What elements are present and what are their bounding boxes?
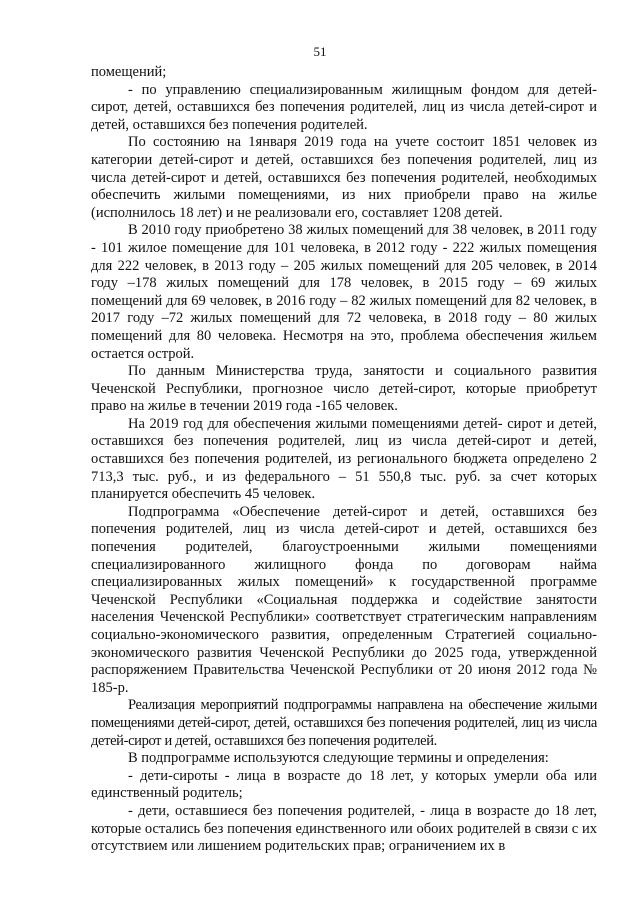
paragraph-continuation: помещений; bbox=[91, 64, 167, 80]
document-body bbox=[91, 64, 597, 856]
paragraph-subprogram-strategy: Подпрограмма «Обеспечение детей-сирот и детей, оставшихся без попечения родителей, лиц из числа детей-сирот и детей, оставшихся без попечения родителей, благоустроенными жилыми помещениями специализированного жилищного фонда по договорам найма специализированных жилых помещений» к государственной программе Чеченской Республики «Социальная поддержка и содействие занятости населения Чеченской Республики» соответствует стратегическим направлениям социально-экономического развития, определенным Стратегией социально-экономического развития Чеченской Республики до 2025 года, утвержденной распоряжением Правительства Чеченской Республики от 20 июня 2012 года № 185-р. bbox=[91, 503, 597, 696]
page-number: 51 bbox=[313, 44, 327, 59]
paragraph-forecast: По данным Министерства труда, занятости и социального развития Чеченской Республики, прогнозное число детей-сирот, которые приобретут право на жилье в течении 2019 года -165 человек. bbox=[91, 363, 597, 415]
paragraph-registry-status: По состоянию на 1января 2019 года на учете состоит 1851 человек из категории детей-сирот и детей, оставшихся без попечения родителей, лиц из числа детей-сирот и детей, оставшихся без попечения родителей, необходимых обеспечить жилыми помещениями, из них приобрели право на жилье (исполнилось 18 лет) и не реализовали его, составляет 1208 детей. bbox=[91, 134, 597, 221]
paragraph-housing-acquired-by-year: В 2010 году приобретено 38 жилых помещений для 38 человек, в 2011 году - 101 жилое помещение для 101 человека, в 2012 году - 222 жилых помещения для 222 человек, в 2013 году – 205 жилых помещений для 205 человек, в 2014 году –178 жилых помещений для 178 человек, в 2015 году – 69 жилых помещений для 69 человек, в 2016 году – 82 жилых помещений для 82 человек, в 2017 году –72 жилых помещений для 72 человека, в 2018 году – 80 жилых помещений для 80 человека. Несмотря на это, проблема обеспечения жильем остается острой. bbox=[91, 222, 597, 362]
paragraph-housing-management: - по управлению специализированным жилищным фондом для детей-сирот, детей, оставшихся без попечения родителей, лиц из числа детей-сирот и детей, оставшихся без попечения родителей. bbox=[91, 81, 597, 133]
paragraph-subprogram-goal: Реализация мероприятий подпрограммы направлена на обеспечение жилыми помещениями детей-сирот, детей, оставшихся без попечения родителей, лиц из числа детей-сирот и детей, оставшихся без попечения родителей. bbox=[91, 697, 597, 749]
paragraph-terms-intro: В подпрограмме используются следующие термины и определения: bbox=[128, 750, 549, 767]
paragraph-definition-without-care: - дети, оставшиеся без попечения родителей, - лица в возрасте до 18 лет, которые остались без попечения единственного или обоих родителей в связи с их отсутствием или лишением родительских прав; ограничением их в bbox=[91, 802, 597, 855]
paragraph-definition-orphans: - дети-сироты - лица в возрасте до 18 лет, у которых умерли оба или единственный родитель; bbox=[91, 767, 597, 802]
paragraph-budget-2019: На 2019 год для обеспечения жилыми помещениями детей- сирот и детей, оставшихся без попечения родителей, лиц из числа детей-сирот и детей, оставшихся без попечения родителей, из регионального бюджета определено 2 713,3 тыс. руб., и из федерального – 51 550,8 тыс. руб. за счет которых планируется обеспечить 45 человек. bbox=[91, 415, 597, 503]
